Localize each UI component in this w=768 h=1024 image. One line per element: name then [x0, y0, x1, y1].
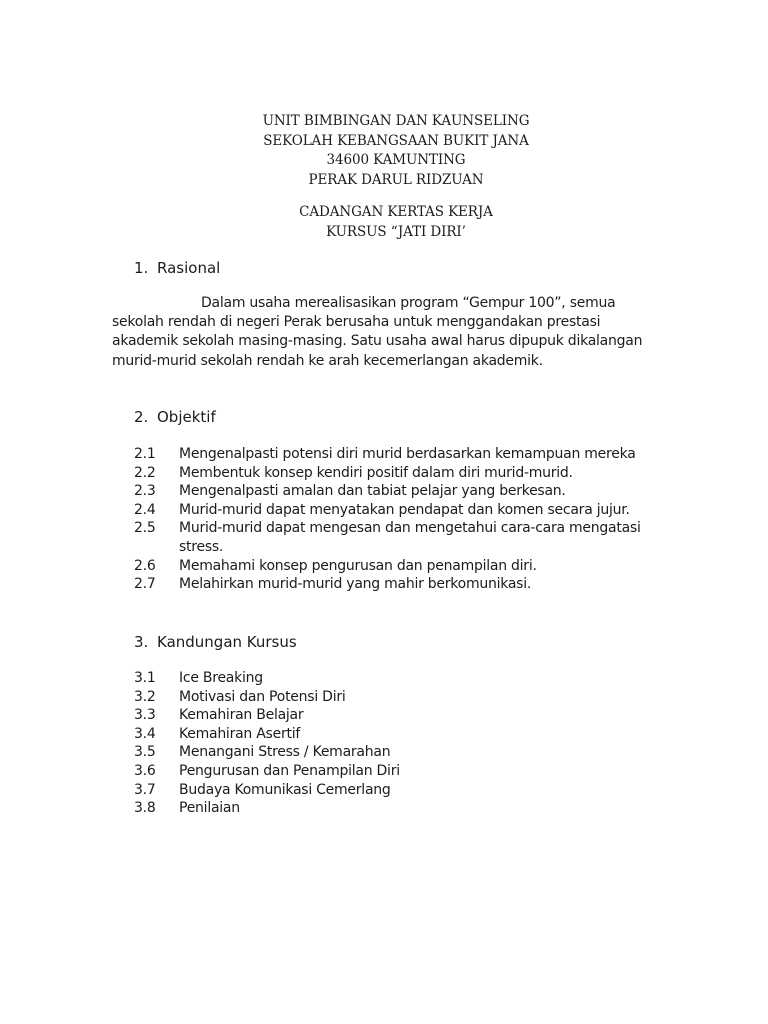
item-number: 2.6 — [134, 557, 156, 574]
item-number: 2.7 — [134, 576, 156, 593]
item-text — [179, 706, 649, 725]
item-text — [179, 575, 649, 594]
section-heading-objektif — [134, 407, 216, 427]
item-number: 3.4 — [134, 725, 156, 742]
item-number: 3.3 — [134, 707, 156, 724]
list-item — [134, 482, 649, 501]
item-line: Ice Breaking — [179, 670, 263, 686]
document-title — [0, 203, 768, 242]
org-line: 34600 KAMUNTING — [326, 152, 466, 168]
list-item — [134, 706, 649, 725]
item-line: Melahirkan murid-murid yang mahir berkomunikasi. — [179, 576, 532, 593]
item-text — [179, 688, 649, 707]
item-text — [179, 519, 649, 556]
item-number: 3.7 — [134, 781, 156, 798]
rasional-paragraph — [112, 294, 652, 371]
item-line: Menangani Stress / Kemarahan — [179, 744, 391, 761]
item-number: 2.2 — [134, 464, 156, 481]
section-heading-rasional — [134, 258, 220, 278]
list-item — [134, 575, 649, 594]
item-line: Budaya Komunikasi Cemerlang — [179, 781, 391, 798]
item-text — [179, 557, 649, 576]
list-item — [134, 519, 649, 556]
item-number: 3.6 — [134, 762, 156, 779]
section-number: 2. — [134, 408, 149, 426]
item-line: Pengurusan dan Penampilan Diri — [179, 762, 400, 779]
item-line: Kemahiran Asertif — [179, 725, 301, 742]
paragraph-line: sekolah rendah di negeri Perak berusaha untuk menggandakan prestasi — [112, 314, 601, 331]
list-item — [134, 725, 649, 744]
item-line: Murid-murid dapat mengesan dan mengetahui cara-cara mengatasi — [179, 520, 641, 537]
item-line: stress. — [179, 538, 224, 555]
item-number: 2.3 — [134, 483, 156, 500]
list-item — [134, 464, 649, 483]
org-line: SEKOLAH KEBANGSAAN BUKIT JANA — [263, 132, 529, 149]
list-item — [134, 688, 649, 707]
item-text — [179, 669, 649, 688]
item-line: Murid-murid dapat menyatakan pendapat dan komen secara jujur. — [179, 501, 630, 518]
kandungan-kursus-list — [134, 669, 649, 818]
item-line: Membentuk konsep kendiri positif dalam diri murid-murid. — [179, 464, 573, 481]
item-text — [179, 781, 649, 800]
org-line: PERAK DARUL RIDZUAN — [308, 171, 484, 188]
title-line: CADANGAN KERTAS KERJA — [299, 204, 493, 220]
list-item — [134, 557, 649, 576]
organization-header — [0, 112, 768, 190]
item-number: 2.5 — [134, 520, 156, 537]
item-line: Mengenalpasti amalan dan tabiat pelajar yang berkesan. — [179, 483, 566, 500]
item-line: Penilaian — [179, 800, 240, 817]
item-line: Kemahiran Belajar — [179, 707, 304, 724]
section-heading-kandungan-kursus — [134, 632, 297, 652]
paragraph-line: murid-murid sekolah rendah ke arah kecemerlangan akademik. — [112, 352, 543, 369]
item-text — [179, 762, 649, 781]
section-title: Rasional — [157, 259, 221, 277]
section-number: 1. — [134, 259, 149, 277]
list-item — [134, 781, 649, 800]
item-number: 3.2 — [134, 688, 156, 705]
title-line: KURSUS “JATI DIRI’ — [326, 223, 466, 240]
objektif-list — [134, 445, 649, 594]
section-title: Kandungan Kursus — [157, 633, 297, 651]
section-number: 3. — [134, 633, 149, 651]
item-text — [179, 725, 649, 744]
item-line: Mengenalpasti potensi diri murid berdasarkan kemampuan mereka — [179, 446, 636, 462]
section-title: Objektif — [157, 408, 216, 426]
org-line: UNIT BIMBINGAN DAN KAUNSELING — [262, 113, 530, 129]
item-text — [179, 743, 649, 762]
list-item — [134, 445, 649, 464]
list-item — [134, 762, 649, 781]
paragraph-line: Dalam usaha merealisasikan program “Gempur 100”, semua — [201, 295, 616, 311]
item-number: 2.1 — [134, 446, 156, 462]
item-number: 3.8 — [134, 800, 156, 817]
item-number: 3.5 — [134, 744, 156, 761]
list-item — [134, 743, 649, 762]
item-text — [179, 482, 649, 501]
item-line: Motivasi dan Potensi Diri — [179, 688, 346, 705]
list-item — [134, 799, 649, 818]
item-text — [179, 799, 649, 818]
list-item — [134, 669, 649, 688]
item-number: 3.1 — [134, 670, 156, 686]
item-number: 2.4 — [134, 501, 156, 518]
item-text — [179, 445, 649, 464]
item-text — [179, 501, 649, 520]
paragraph-line: akademik sekolah masing-masing. Satu usaha awal harus dipupuk dikalangan — [112, 333, 643, 350]
item-line: Memahami konsep pengurusan dan penampilan diri. — [179, 557, 537, 574]
item-text — [179, 464, 649, 483]
list-item — [134, 501, 649, 520]
